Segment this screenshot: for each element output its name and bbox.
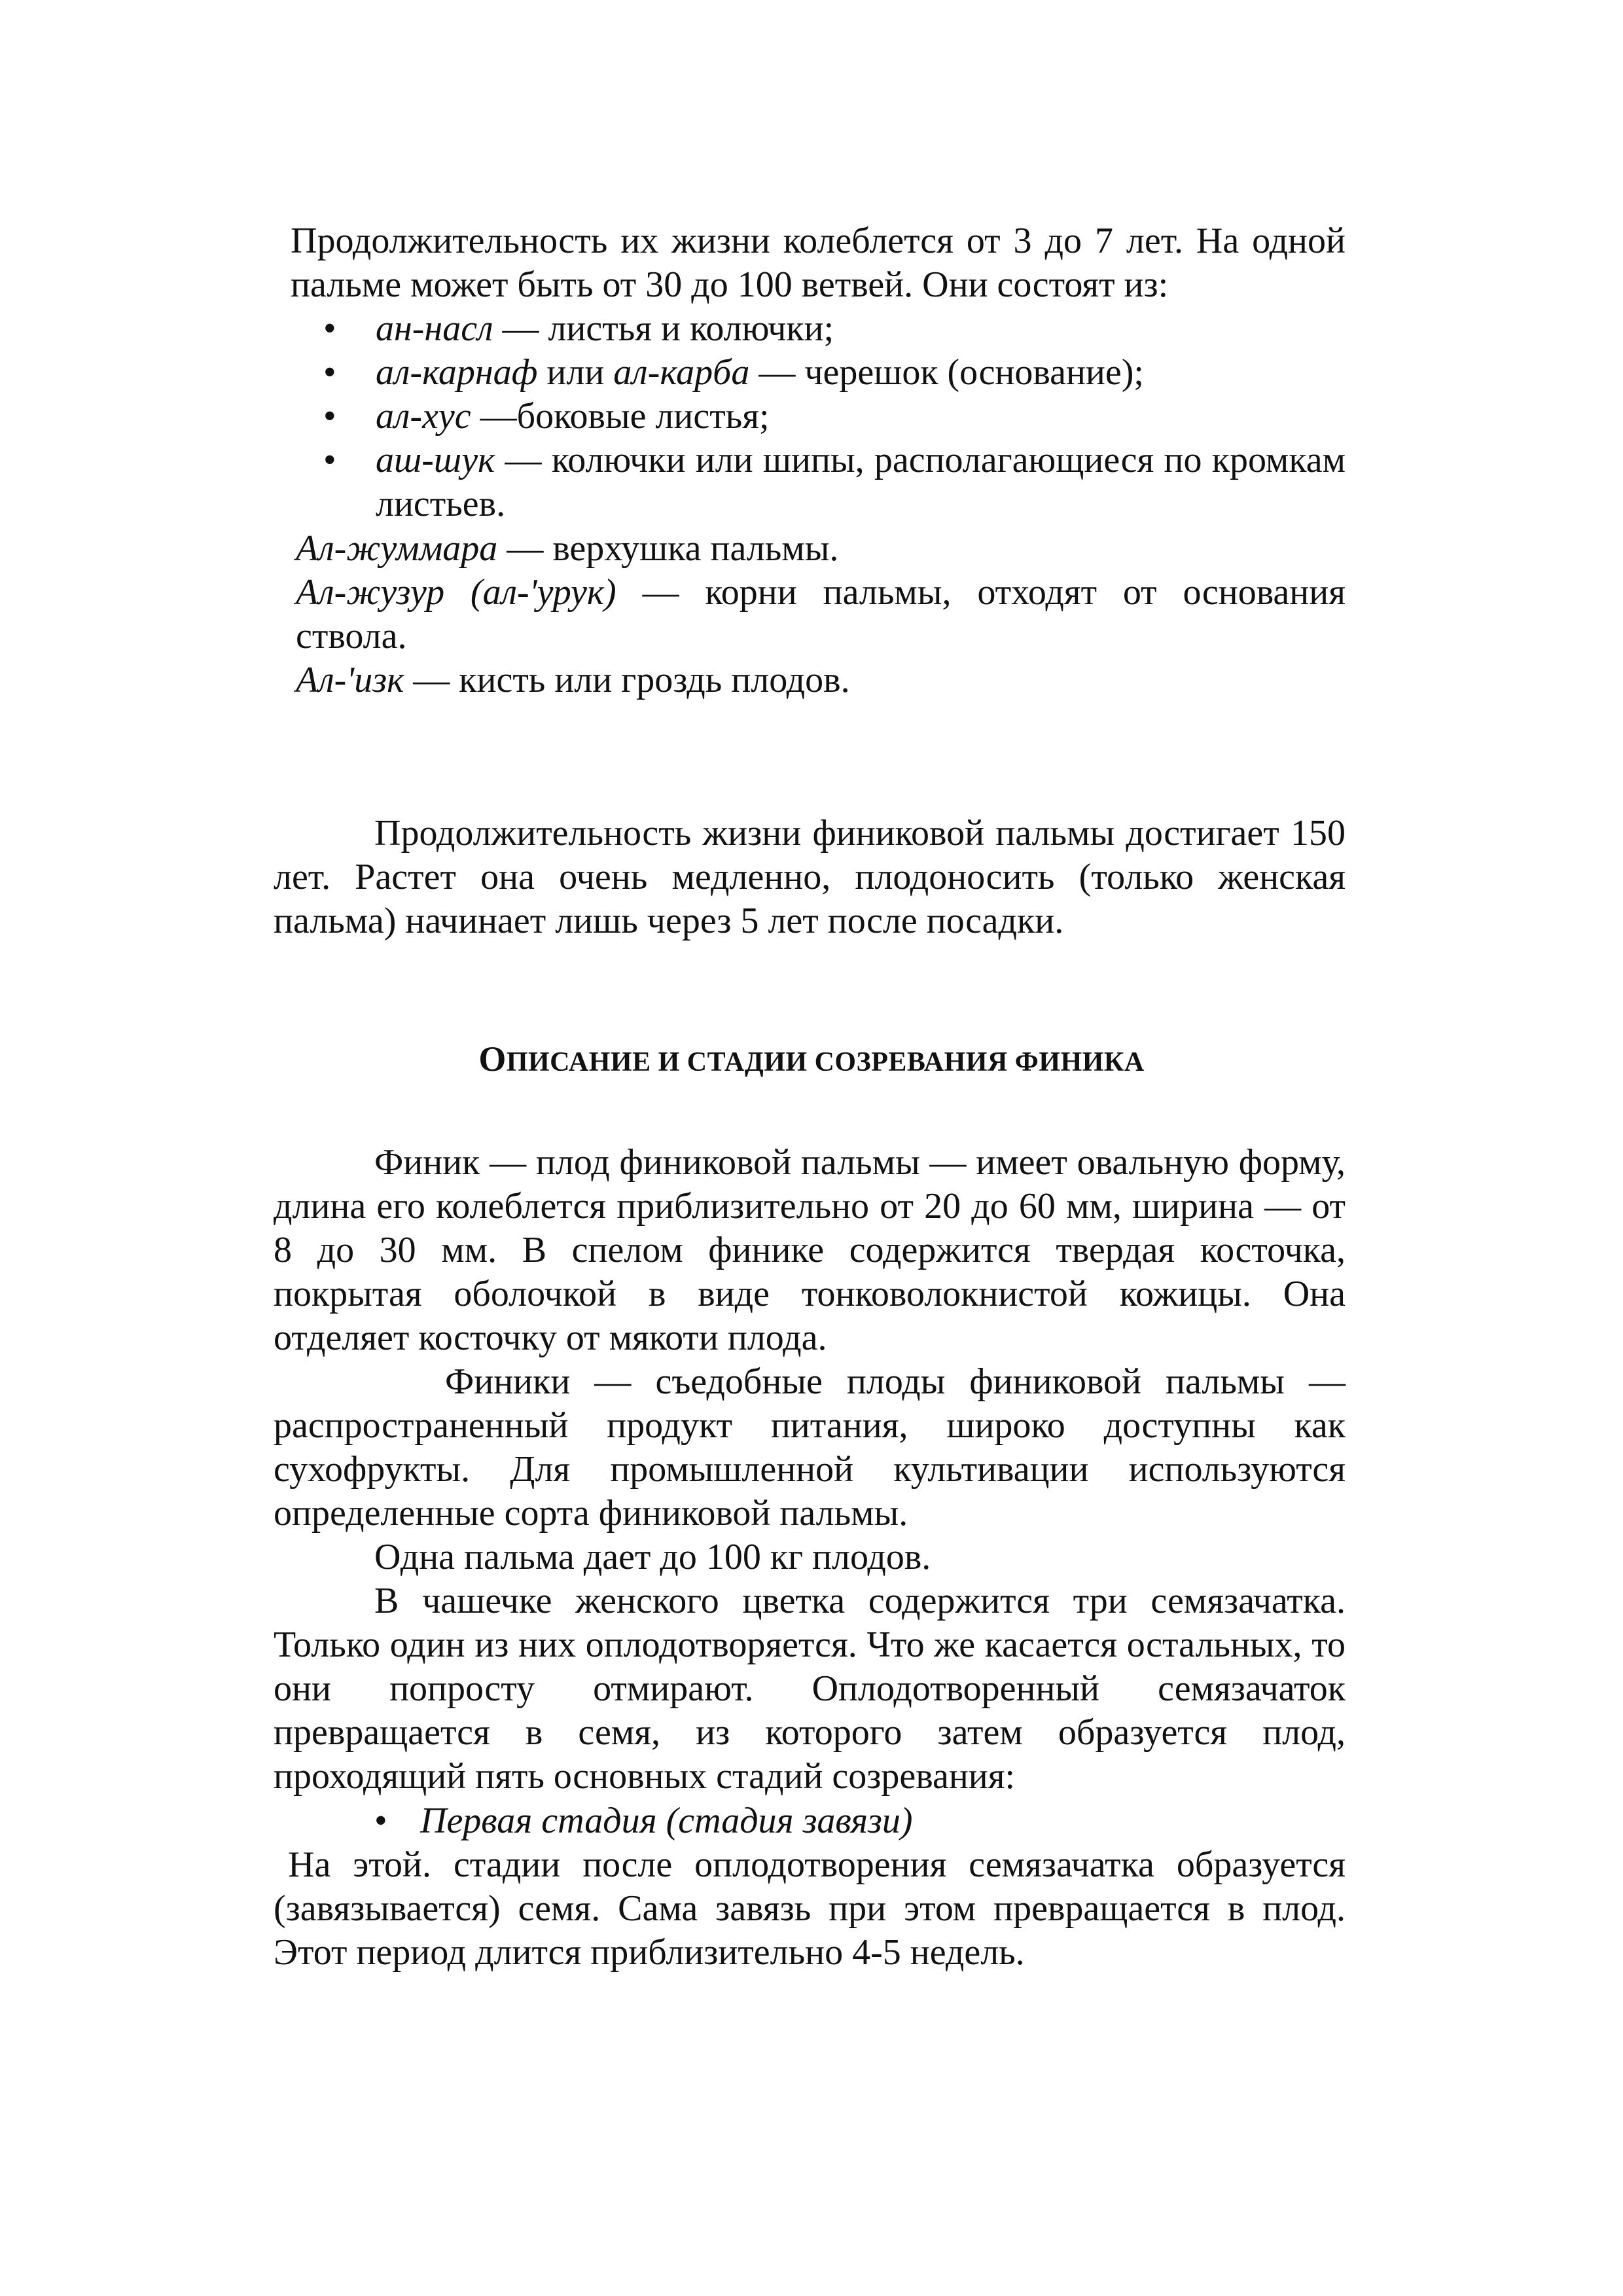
list-item bbox=[323, 307, 1346, 351]
term: Ал-жузур (ал-'урук) bbox=[296, 572, 616, 613]
stage-title: Первая стадия (стадия завязи) bbox=[420, 1801, 913, 1841]
term-definition: — листья и колючки; bbox=[493, 308, 834, 349]
body-paragraph: На этой. стадии после оплодотворения семязачатка образуется (завязывается) семя. Сама завязь при этом превращается в плод. Этот период длится приблизительно 4-5 недель. bbox=[274, 1844, 1346, 1973]
term: ал-карба bbox=[613, 352, 750, 393]
intro-paragraph: Продолжительность их жизни колеблется от 3 до 7 лет. На одной пальме может быть от 30 до 100 ветвей. Они состоят из: bbox=[291, 221, 1346, 305]
bullet-icon: • bbox=[374, 1801, 387, 1841]
body-paragraph: В чашечке женского цветка содержится три семязачатка. Только один из них оплодотворяется. Что же касается остальных, то они попросту отмирают. Оплодотворенный семязачаток превращается в семя, из которого затем образуется плод, проходящий пять основных стадий созревания: bbox=[274, 1581, 1346, 1797]
definition-line bbox=[296, 571, 1346, 658]
term-definition: — верхушка пальмы. bbox=[497, 528, 839, 569]
lifespan-paragraph: Продолжительность жизни финиковой пальмы достигает 150 лет. Растет она очень медленно, плодоносить (только женская пальма) начинает лишь через 5 лет после посадки. bbox=[274, 813, 1346, 941]
bullet-icon: • bbox=[323, 308, 336, 349]
bullet-icon: • bbox=[323, 396, 336, 437]
bullet-icon: • bbox=[323, 440, 336, 480]
definition-line bbox=[296, 527, 1346, 571]
list-item bbox=[323, 351, 1346, 395]
term-definition: — кисть или гроздь плодов. bbox=[404, 660, 850, 700]
term: ан-насл bbox=[376, 308, 493, 349]
connector: или bbox=[537, 352, 614, 393]
body-paragraph: Финики — съедобные плоды финиковой пальмы — распространенный продукт питания, широко доступны как сухофрукты. Для промышленной культивации используются определенные сорта финиковой пальмы. bbox=[274, 1361, 1346, 1534]
term-definition: — колючки или шипы, располагающиеся по кромкам листьев. bbox=[376, 440, 1346, 524]
term: ал-карнаф bbox=[376, 352, 538, 393]
definition-line bbox=[296, 658, 1346, 702]
term: Ал-'изк bbox=[296, 660, 404, 700]
term-definition: — корни пальмы, отходят от основания ствола. bbox=[296, 572, 1346, 656]
term-definition: — черешок (основание); bbox=[749, 352, 1144, 393]
term-definition: —боковые листья; bbox=[471, 396, 770, 437]
list-item bbox=[323, 439, 1346, 526]
section-heading: ОПИСАНИЕ И СТАДИИ СОЗРЕВАНИЯ ФИНИКА bbox=[478, 1039, 1145, 1079]
term: Ал-жуммара bbox=[296, 528, 498, 569]
list-item bbox=[323, 395, 1346, 439]
body-paragraph: Финик — плод финиковой пальмы — имеет овальную форму, длина его колеблется приблизительно от 20 до 60 мм, ширина — от 8 до 30 мм. В спелом финике содержится твердая косточка, покрытая оболочкой в виде тонковолокнистой кожицы. Она отделяет косточку от мякоти плода. bbox=[274, 1142, 1346, 1358]
body-paragraph: Одна пальма дает до 100 кг плодов. bbox=[374, 1537, 931, 1577]
list-item bbox=[374, 1799, 1346, 1843]
bullet-icon: • bbox=[323, 352, 336, 393]
term: аш-шук bbox=[376, 440, 495, 480]
term: ал-хус bbox=[376, 396, 471, 437]
